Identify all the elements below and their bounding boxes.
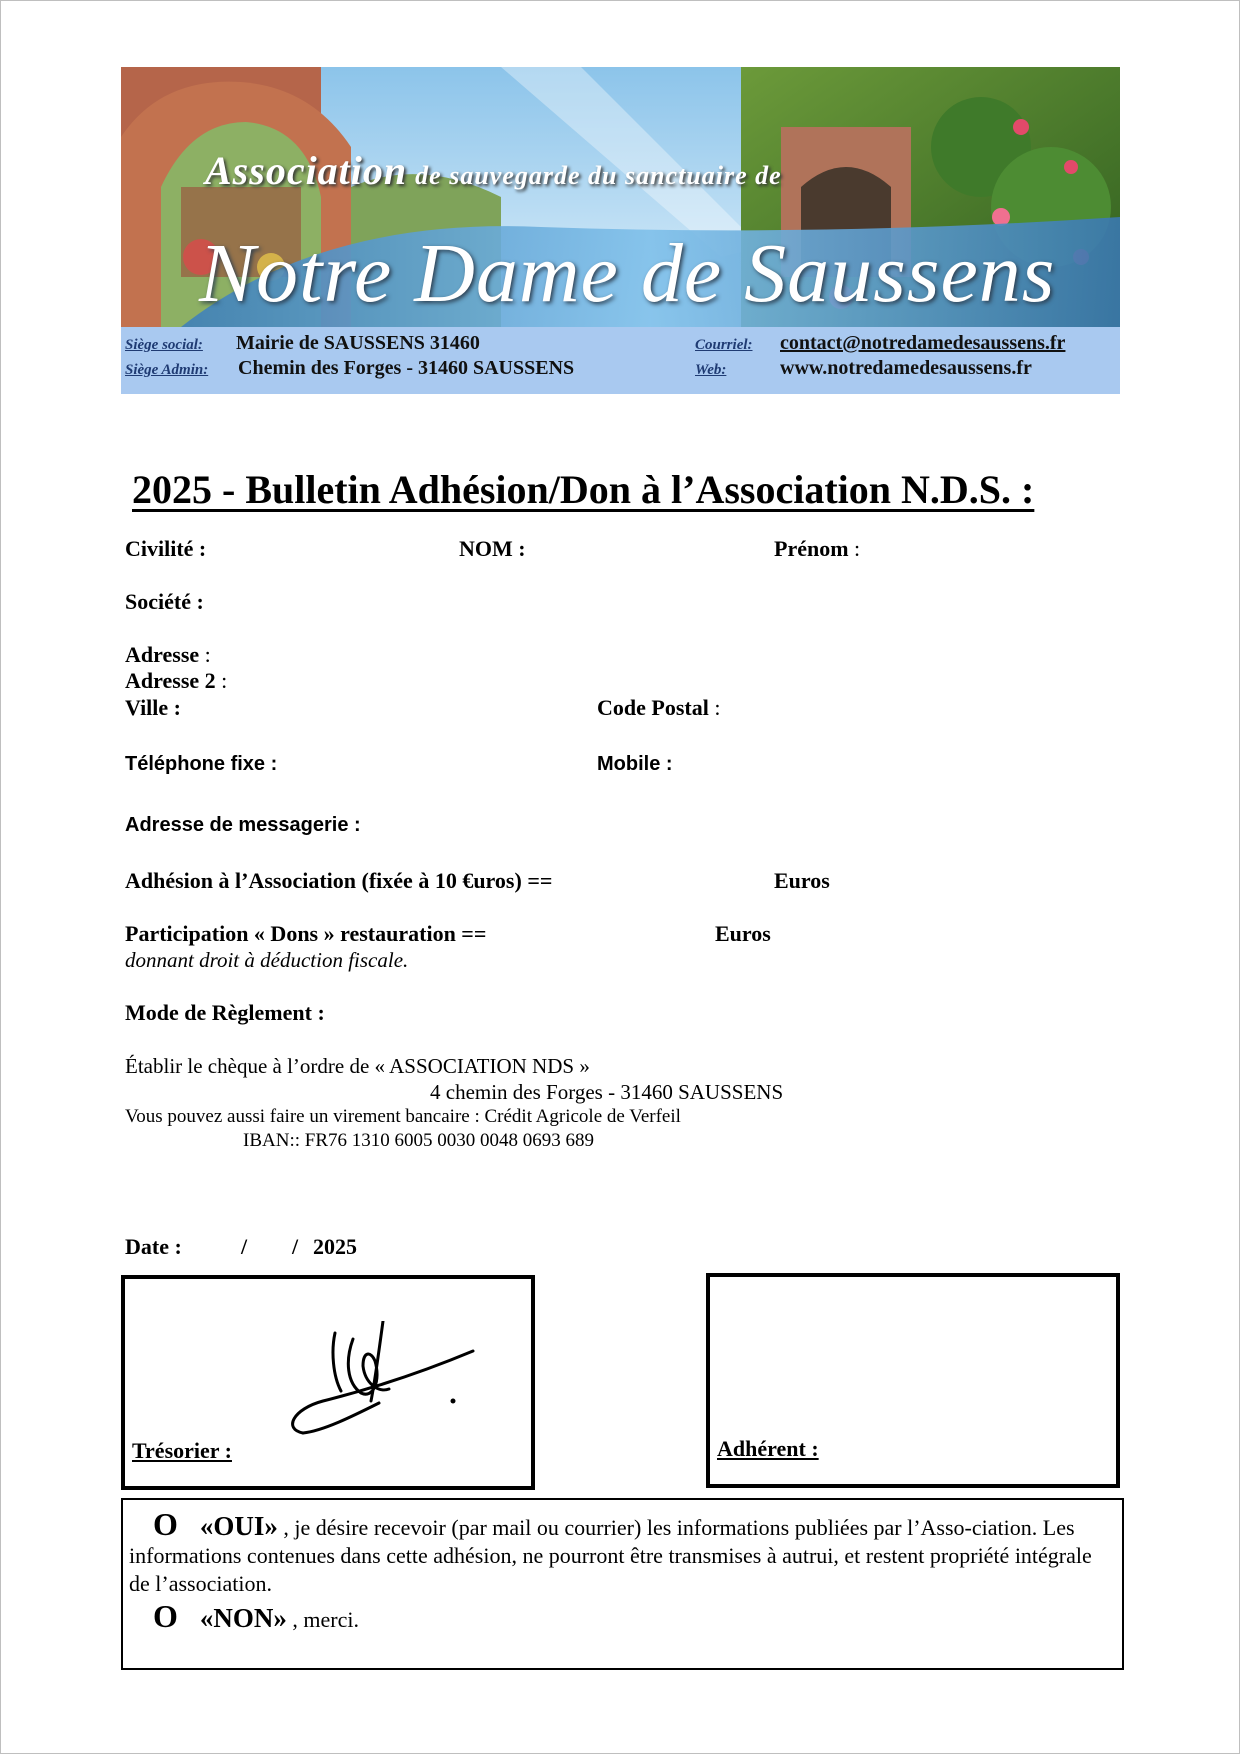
nom-label: NOM : [459,536,526,561]
consent-oui-paragraph [129,1506,1110,1598]
tresorier-label: Trésorier : [132,1438,232,1463]
deduction-note: donnant droit à déduction fiscale. [125,948,409,972]
oui-label: «OUI» [199,1511,278,1541]
oui-text: , je désire recevoir (par mail ou courrier) les informations publiées par l’Asso-ciation. Les informations contenues dans cette adhésion, ne pourront être transmises à autrui, et restent propriété intégrale de l’association. [129,1515,1092,1596]
courriel-label: Courriel: [695,337,753,353]
non-label: «NON» [199,1603,287,1633]
societe-label: Société : [125,589,204,614]
non-checkbox[interactable]: O [153,1598,178,1634]
telephone-label: Téléphone fixe : [125,753,278,775]
date-separator-2: / [292,1234,299,1259]
cheque-address: 4 chemin des Forges - 31460 SAUSSENS [430,1080,784,1104]
banner-contact-bar [121,327,1120,394]
code-postal-label: Code Postal : [597,695,721,720]
header-banner [121,67,1120,394]
adresse2-label: Adresse 2 : [125,668,228,693]
tresorier-signature-box [121,1275,535,1490]
adherent-label: Adhérent : [717,1436,819,1461]
participation-unit: Euros [715,921,771,946]
web-label: Web: [695,362,727,378]
date-year: 2025 [313,1234,357,1259]
consent-box [121,1498,1124,1670]
civilite-label: Civilité : [125,536,207,561]
cheque-instruction: Établir le chèque à l’ordre de « ASSOCIATION NDS » [125,1054,590,1078]
oui-checkbox[interactable]: O [153,1506,178,1542]
participation-label: Participation « Dons » restauration == [125,921,487,946]
ville-label: Ville : [125,695,181,720]
adresse-label: Adresse : [125,642,211,667]
iban: IBAN:: FR76 1310 6005 0030 0048 0693 689 [243,1130,594,1151]
banner-sanctuary-name: Notre Dame de Saussens [199,227,1056,320]
date-separator-1: / [241,1234,248,1259]
consent-non-paragraph [129,1598,1110,1634]
date-label: Date : [125,1234,182,1259]
adhesion-label: Adhésion à l’Association (fixée à 10 €uros) == [125,868,553,893]
adhesion-unit: Euros [774,868,830,893]
tresorier-signature [283,1321,493,1441]
website-link[interactable]: www.notredamedesaussens.fr [780,357,1032,379]
siege-admin-value: Chemin des Forges - 31460 SAUSSENS [238,357,575,379]
prenom-label: Prénom : [774,536,861,561]
mobile-label: Mobile : [597,753,673,775]
form-title: 2025 - Bulletin Adhésion/Don à l’Association N.D.S. : [132,467,1035,512]
banner-association-title: Association de sauvegarde du sanctuaire de [205,148,782,193]
adherent-signature-box[interactable] [706,1273,1120,1488]
messagerie-label: Adresse de messagerie : [125,814,361,836]
email-link[interactable]: contact@notredamedesaussens.fr [780,332,1066,354]
siege-social-label: Siège social: [125,337,203,353]
non-text: , merci. [286,1607,359,1632]
siege-social-value: Mairie de SAUSSENS 31460 [236,332,480,354]
mode-reglement-label: Mode de Règlement : [125,1000,325,1025]
virement-instruction: Vous pouvez aussi faire un virement bancaire : Crédit Agricole de Verfeil [125,1106,681,1127]
siege-admin-label: Siège Admin: [125,362,209,378]
